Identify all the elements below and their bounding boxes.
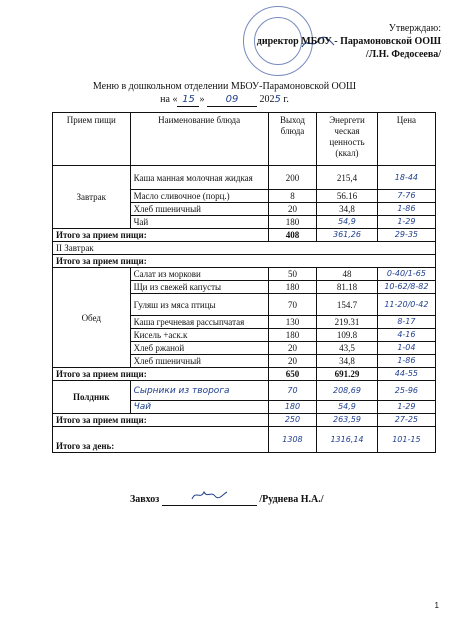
price-cell: 25-96 <box>377 381 435 401</box>
date-year-suffix: г. <box>283 94 289 105</box>
total-energy: 263,59 <box>317 414 378 427</box>
day-total-yield: 1308 <box>268 427 316 453</box>
energy-cell: 56.16 <box>317 190 378 203</box>
date-mid: » <box>199 94 205 105</box>
price-cell: 1-86 <box>377 355 435 368</box>
price-cell: 10-62/8-82 <box>377 281 435 294</box>
header-energy: Энергети ческая ценность (ккал) <box>317 113 378 166</box>
menu-date-line <box>0 93 449 107</box>
second-breakfast-label: II Завтрак <box>53 242 436 255</box>
table-row <box>53 381 436 401</box>
yield-cell: 180 <box>268 401 316 414</box>
yield-cell: 8 <box>268 190 316 203</box>
header-price: Цена <box>377 113 435 166</box>
dish-cell: Хлеб пшеничный <box>130 203 268 216</box>
energy-cell: 54,9 <box>317 216 378 229</box>
yield-cell: 50 <box>268 268 316 281</box>
total-label: Итого за прием пищи: <box>53 229 269 242</box>
total-energy: 691.29 <box>317 368 378 381</box>
energy-cell: 34,8 <box>317 203 378 216</box>
dish-cell: Масло сливочное (порц.) <box>130 190 268 203</box>
day-total-label: Итого за день: <box>53 427 269 453</box>
energy-cell: 109.8 <box>317 329 378 342</box>
header-meal: Прием пищи <box>53 113 131 166</box>
total-price: 29-35 <box>377 229 435 242</box>
total-yield: 408 <box>268 229 316 242</box>
dish-cell: Гуляш из мяса птицы <box>130 294 268 316</box>
total-row <box>53 414 436 427</box>
energy-cell: 34,8 <box>317 355 378 368</box>
footer-signature-blank <box>162 488 257 506</box>
yield-cell: 70 <box>268 381 316 401</box>
lunch-label: Обед <box>53 268 131 368</box>
footer-role: Завхоз <box>130 494 160 505</box>
header-dish: Наименование блюда <box>130 113 268 166</box>
menu-table <box>52 112 436 453</box>
energy-cell: 215,4 <box>317 166 378 190</box>
yield-cell: 70 <box>268 294 316 316</box>
footer-name: /Руднева Н.А./ <box>259 494 324 505</box>
energy-cell: 81.18 <box>317 281 378 294</box>
total-label: Итого за прием пищи: <box>53 368 269 381</box>
date-prefix: на « <box>160 94 178 105</box>
energy-cell: 54,9 <box>317 401 378 414</box>
price-cell: 1-04 <box>377 342 435 355</box>
price-cell: 4-16 <box>377 329 435 342</box>
dish-cell: Хлеб пшеничный <box>130 355 268 368</box>
total-row <box>53 229 436 242</box>
price-cell: 1-29 <box>377 216 435 229</box>
date-year-prefix: 202 <box>259 94 275 105</box>
price-cell: 11-20/0-42 <box>377 294 435 316</box>
header-yield: Выход блюда <box>268 113 316 166</box>
dish-cell: Каша гречневая рассыпчатая <box>130 316 268 329</box>
price-cell: 7-76 <box>377 190 435 203</box>
table-row <box>53 166 436 190</box>
total-row <box>53 255 436 268</box>
yield-cell: 20 <box>268 342 316 355</box>
dish-cell: Каша манная молочная жидкая <box>130 166 268 190</box>
total-energy: 361,26 <box>317 229 378 242</box>
yield-cell: 20 <box>268 203 316 216</box>
dish-cell: Сырники из творога <box>130 381 268 401</box>
storekeeper-signature <box>189 488 229 502</box>
price-cell: 1-29 <box>377 401 435 414</box>
total-yield: 250 <box>268 414 316 427</box>
dish-cell: Чай <box>130 216 268 229</box>
menu-title <box>0 80 449 107</box>
price-cell: 18-44 <box>377 166 435 190</box>
approval-position: директор МБОУ - Парамоновской ООШ <box>256 36 441 47</box>
dish-cell: Кисель +аск.к <box>130 329 268 342</box>
total-row <box>53 368 436 381</box>
energy-cell: 154.7 <box>317 294 378 316</box>
dish-cell: Чай <box>130 401 268 414</box>
yield-cell: 20 <box>268 355 316 368</box>
approval-name: /Л.Н. Федосеева/ <box>365 49 441 60</box>
menu-title-line: Меню в дошкольном отделении МБОУ-Парамоновской ООШ <box>92 81 357 92</box>
breakfast-label: Завтрак <box>53 166 131 229</box>
energy-cell: 48 <box>317 268 378 281</box>
snack-label: Полдник <box>53 381 131 414</box>
date-year-digit: 5 <box>274 94 281 105</box>
table-header-row <box>53 113 436 166</box>
energy-cell: 219.31 <box>317 316 378 329</box>
date-day: 15 <box>177 93 199 107</box>
day-total-row <box>53 427 436 453</box>
dish-cell: Щи из свежей капусты <box>130 281 268 294</box>
approval-block <box>211 22 441 61</box>
price-cell: 8-17 <box>377 316 435 329</box>
dish-cell: Хлеб ржаной <box>130 342 268 355</box>
price-cell: 0-40/1-65 <box>377 268 435 281</box>
total-yield: 650 <box>268 368 316 381</box>
total-price: 27-25 <box>377 414 435 427</box>
dish-cell: Салат из моркови <box>130 268 268 281</box>
day-total-price: 101-15 <box>377 427 435 453</box>
yield-cell: 180 <box>268 281 316 294</box>
yield-cell: 180 <box>268 216 316 229</box>
footer-signature-line <box>130 488 324 506</box>
approval-heading: Утверждаю: <box>388 23 441 34</box>
section-row <box>53 242 436 255</box>
total-label: Итого за прием пищи: <box>53 255 436 268</box>
energy-cell: 208,69 <box>317 381 378 401</box>
yield-cell: 130 <box>268 316 316 329</box>
yield-cell: 180 <box>268 329 316 342</box>
day-total-energy: 1316,14 <box>317 427 378 453</box>
date-month: 09 <box>207 93 257 107</box>
yield-cell: 200 <box>268 166 316 190</box>
energy-cell: 43,5 <box>317 342 378 355</box>
total-label: Итого за прием пищи: <box>53 414 269 427</box>
total-price: 44-55 <box>377 368 435 381</box>
page-number: 1 <box>434 601 439 610</box>
price-cell: 1-86 <box>377 203 435 216</box>
table-row <box>53 268 436 281</box>
